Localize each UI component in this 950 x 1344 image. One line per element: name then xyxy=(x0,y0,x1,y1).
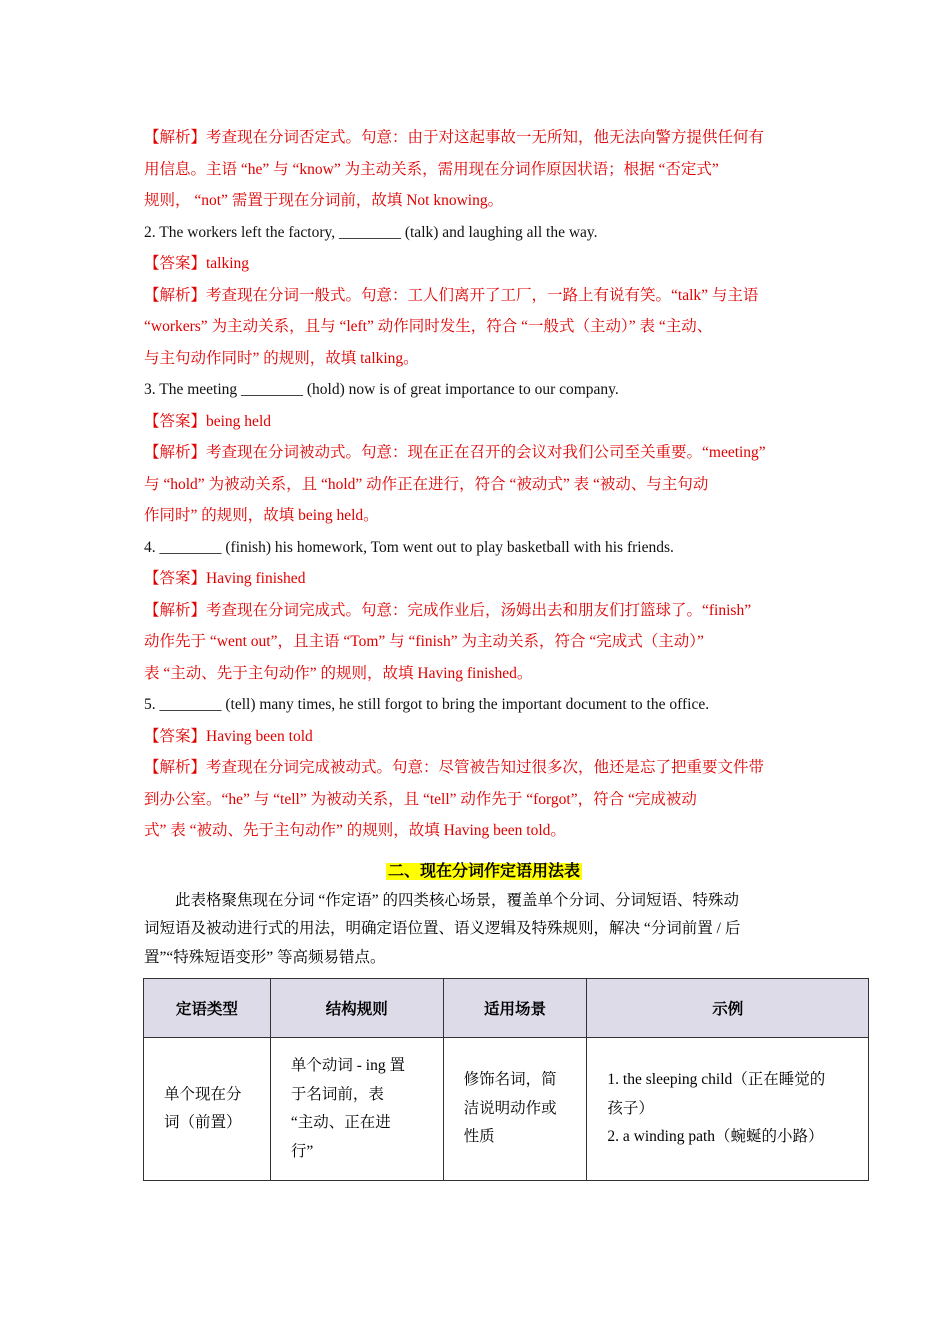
question-line: 3. The meeting ________ (hold) now is of great importance to our company. xyxy=(144,381,619,398)
intro-line: 词短语及被动进行式的用法，明确定语位置、语义逻辑及特殊规则，解决 “分词前置 / 后 xyxy=(144,920,741,937)
question-line: 5. ________ (tell) many times, he still forgot to bring the important document to the office. xyxy=(144,696,710,713)
section-heading-text: 二、现在分词作定语用法表 xyxy=(387,862,580,880)
answer-analysis-line: 到办公室。“he” 与 “tell” 为被动关系，且 “tell” 动作先于 “forgot”，符合 “完成被动 xyxy=(144,790,697,808)
cell-line: “主动、正在进 xyxy=(290,1114,391,1131)
cell-line: 2. a winding path（蜿蜒的小路） xyxy=(607,1128,824,1146)
intro-line: 此表格聚焦现在分词 “作定语” 的四类核心场景，覆盖单个分词、分词短语、特殊动 xyxy=(144,891,740,909)
cell-rule xyxy=(270,1038,443,1181)
cell-line: 单个动词 - ing 置 xyxy=(290,1057,405,1074)
answer-analysis-line: 【解析】考查现在分词否定式。句意：由于对这起事故一无所知，他无法向警方提供任何有 xyxy=(144,129,765,146)
answer-analysis-line: 与主句动作同时” 的规则，故填 talking。 xyxy=(144,349,419,367)
answer-analysis-line: 表 “主动、先于主句动作” 的规则，故填 Having finished。 xyxy=(144,664,533,682)
exercise-block xyxy=(144,374,824,532)
question-line: 2. The workers left the factory, ________ (talk) and laughing all the way. xyxy=(144,223,598,241)
cell-example xyxy=(587,1038,869,1181)
cell-line: 洁说明动作或 xyxy=(463,1099,557,1117)
cell-line: 单个现在分 xyxy=(164,1085,242,1103)
answer-analysis-line: 式” 表 “被动、先于主句动作” 的规则，故填 Having been told。 xyxy=(144,822,566,839)
cell-line: 于名词前，表 xyxy=(290,1085,384,1103)
table-header-row xyxy=(144,979,869,1038)
answer-analysis-line: 与 “hold” 为被动关系，且 “hold” 动作正在进行，符合 “被动式” 表 “被动、与主句动 xyxy=(144,475,709,493)
usage-table xyxy=(143,978,869,1181)
exercise-block xyxy=(144,217,824,375)
header-cell-rule: 结构规则 xyxy=(270,979,443,1038)
cell-line: 行” xyxy=(290,1142,314,1160)
answer-analysis-line: 用信息。主语 “he” 与 “know” 为主动关系，需用现在分词作原因状语；根据 “否定式” xyxy=(144,160,719,178)
question-line: 4. ________ (finish) his homework, Tom went out to play basketball with his friends. xyxy=(144,538,674,556)
cell-line: 性质 xyxy=(463,1128,495,1146)
cell-line: 1. the sleeping child（正在睡觉的 xyxy=(607,1071,826,1089)
answer-analysis-line: 【答案】Having been told xyxy=(144,727,313,745)
cell-scene xyxy=(443,1038,587,1181)
header-cell-example: 示例 xyxy=(587,979,869,1038)
header-cell-scene: 适用场景 xyxy=(443,979,587,1038)
answer-analysis-line: 【答案】talking xyxy=(144,255,250,272)
table-row xyxy=(144,1038,869,1181)
answer-analysis-line: 【答案】being held xyxy=(144,412,271,430)
exercise-list xyxy=(144,122,824,847)
answer-analysis-line: 动作先于 “went out”，且主语 “Tom” 与 “finish” 为主动关系，符合 “完成式（主动）” xyxy=(144,633,704,650)
answer-analysis-line: 【解析】考查现在分词完成式。句意：完成作业后，汤姆出去和朋友们打篮球了。“finish” xyxy=(144,601,752,619)
cell-type xyxy=(144,1038,271,1181)
exercise-block xyxy=(144,122,824,217)
answer-analysis-line: 作同时” 的规则，故填 being held。 xyxy=(144,507,379,524)
cell-line: 修饰名词，简 xyxy=(463,1071,557,1089)
cell-line: 孩子） xyxy=(607,1099,654,1117)
section-heading xyxy=(144,857,824,887)
intro-paragraph xyxy=(144,887,824,973)
answer-analysis-line: 【答案】Having finished xyxy=(144,570,306,587)
exercise-block xyxy=(144,532,824,690)
cell-line: 词（前置） xyxy=(164,1114,242,1131)
document-page xyxy=(144,122,824,972)
answer-analysis-line: 【解析】考查现在分词被动式。句意：现在正在召开的会议对我们公司至关重要。“meeting” xyxy=(144,444,766,461)
intro-line: 置”“特殊短语变形” 等高频易错点。 xyxy=(144,948,386,966)
answer-analysis-line: 【解析】考查现在分词一般式。句意：工人们离开了工厂，一路上有说有笑。“talk” 与主语 xyxy=(144,286,759,304)
answer-analysis-line: 【解析】考查现在分词完成被动式。句意：尽管被告知过很多次，他还是忘了把重要文件带 xyxy=(144,759,765,776)
exercise-block xyxy=(144,689,824,847)
answer-analysis-line: “workers” 为主动关系，且与 “left” 动作同时发生，符合 “一般式（主动）” 表 “主动、 xyxy=(144,318,713,335)
answer-analysis-line: 规则， “not” 需置于现在分词前，故填 Not knowing。 xyxy=(144,192,504,209)
header-cell-type: 定语类型 xyxy=(144,979,271,1038)
